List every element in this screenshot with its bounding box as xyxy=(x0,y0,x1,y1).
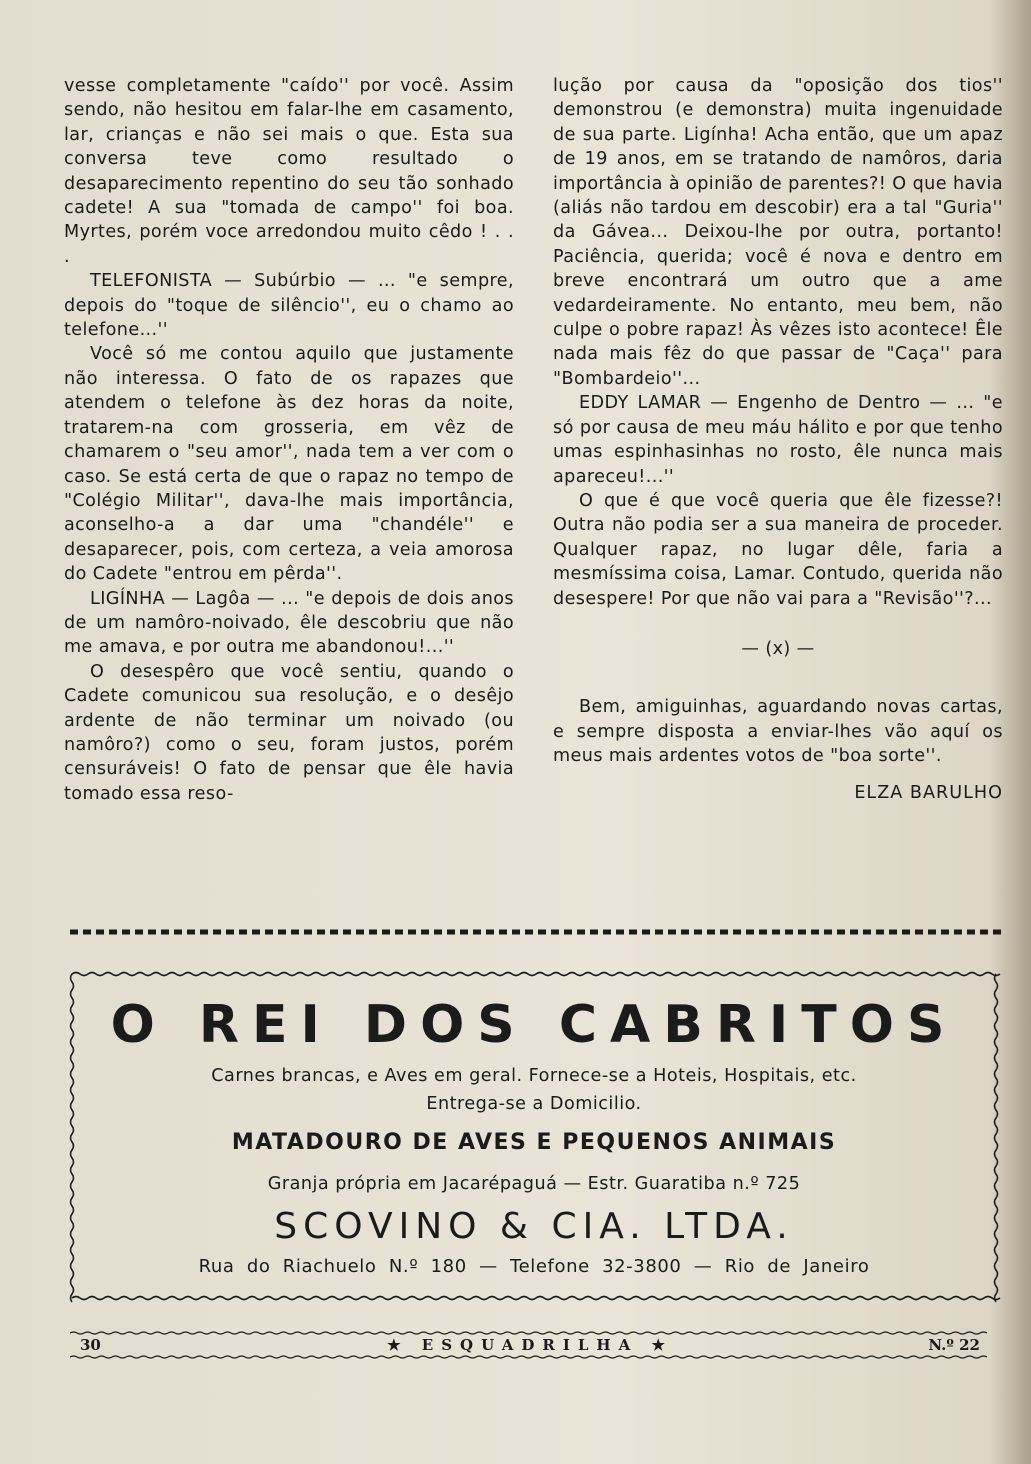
ad-delivery-line: Entrega-se a Domicilio. xyxy=(426,1094,642,1114)
letter-quote-eddy-lamar: EDDY LAMAR — Engenho de Dentro — ... "e só por causa de meu máu hálito e por que tenho umas espinhasinhas no rosto, êle nunca mais apareceu!...'' xyxy=(553,393,1003,487)
right-text-column xyxy=(553,74,1003,805)
dashed-separator xyxy=(70,924,1005,940)
section-divider: — (x) — xyxy=(741,638,815,659)
author-signature: ELZA BARULHO xyxy=(854,782,1003,803)
ad-description-line: Carnes brancas, e Aves em geral. Fornece-se a Hoteis, Hospitais, etc. xyxy=(211,1066,857,1086)
ad-address-line: Rua do Riachuelo N.º 180 — Telefone 32-3800 — Rio de Janeiro xyxy=(198,1256,870,1277)
page-number: 30 xyxy=(80,1336,101,1354)
advertisement-box xyxy=(64,966,1004,1306)
ad-title: O REI DOS CABRITOS xyxy=(110,995,958,1055)
paragraph: O desespêro que você sentiu, quando o Cadete comunicou sua resolução, e o desêjo ardente de não terminar um noivado (ou namôro?) como o seu, foram justos, porém censuráveis! O fato de pensar que êle havia tomado essa reso- xyxy=(64,661,514,804)
issue-number: N.º 22 xyxy=(928,1336,980,1354)
ad-farm-line: Granja própria em Jacarépaguá — Estr. Guaratiba n.º 725 xyxy=(267,1174,801,1194)
page-footer xyxy=(70,1330,990,1360)
ad-subtitle: MATADOURO DE AVES E PEQUENOS ANIMAIS xyxy=(231,1130,837,1155)
left-text-column xyxy=(64,74,514,806)
ad-company-name: SCOVINO & CIA. LTDA. xyxy=(274,1206,794,1247)
paragraph: vesse completamente "caído'' por você. Assim sendo, não hesitou em falar-lhe em casamento, lar, crianças e não sei mais o que. Esta sua conversa teve como resultado o desaparecimento repentino do seu tão sonhado cadete! A sua "tomada de campo'' foi boa. Myrtes, porém voce arredondou muito cêdo ! . . . xyxy=(64,76,514,267)
letter-quote-telefonista: TELEFONISTA — Subúrbio — ... "e sempre, depois do "toque de silêncio'', eu o chamo ao telefone...'' xyxy=(64,271,514,341)
paragraph: Você só me contou aquilo que justamente não interessa. O fato de os rapazes que atendem o telefone às dez horas da noite, tratarem-na com grosseria, em vêz de chamarem o "seu amor'', nada tem a ver com o caso. Se está certa de que o rapaz no tempo de "Colégio Militar'', dava-lhe mais importância, aconselho-a a dar uma "chandéle'' e desaparecer, pois, com certeza, a veia amorosa do Cadete "entrou em pêrda''. xyxy=(64,344,514,585)
letter-quote-liginha: LIGÍNHA — Lagôa — ... "e depois de dois anos de um namôro-noivado, êle descobriu que não me amava, e por outra me abandonou!...'' xyxy=(64,588,514,658)
paragraph: lução por causa da "oposição dos tios'' demonstrou (e demonstra) muita ingenuidade de sua parte. Ligínha! Acha então, que um apaz de 19 anos, em se tratando de namôros, daria importância à opinião de parentes?! O que havia (aliás não tardou em descobir) era a tal "Guria'' da Gávea... Deixou-lhe por outra, portanto! Paciência, querida; você é nova e dentro em breve encontrará um outro que a ame vedardeiramente. No entanto, meu bem, não culpe o pobre rapaz! Às vêzes isto acontece! Êle nada mais fêz do que passar de "Caça'' para "Bombardeio''... xyxy=(553,76,1003,389)
paragraph: O que é que você queria que êle fizesse?! Outra não podia ser a sua maneira de proceder. Qualquer rapaz, no lugar dêle, faria a mesmíssima coisa, Lamar. Contudo, querida não desespere! Por que não vai para a "Revisão''?... xyxy=(553,490,1003,609)
magazine-name: ★ ESQUADRILHA ★ xyxy=(387,1336,673,1354)
closing-paragraph: Bem, amiguinhas, aguardando novas cartas, e sempre disposta a enviar-lhes vão aquí os meus mais ardentes votos de "boa sorte''. xyxy=(553,697,1003,767)
